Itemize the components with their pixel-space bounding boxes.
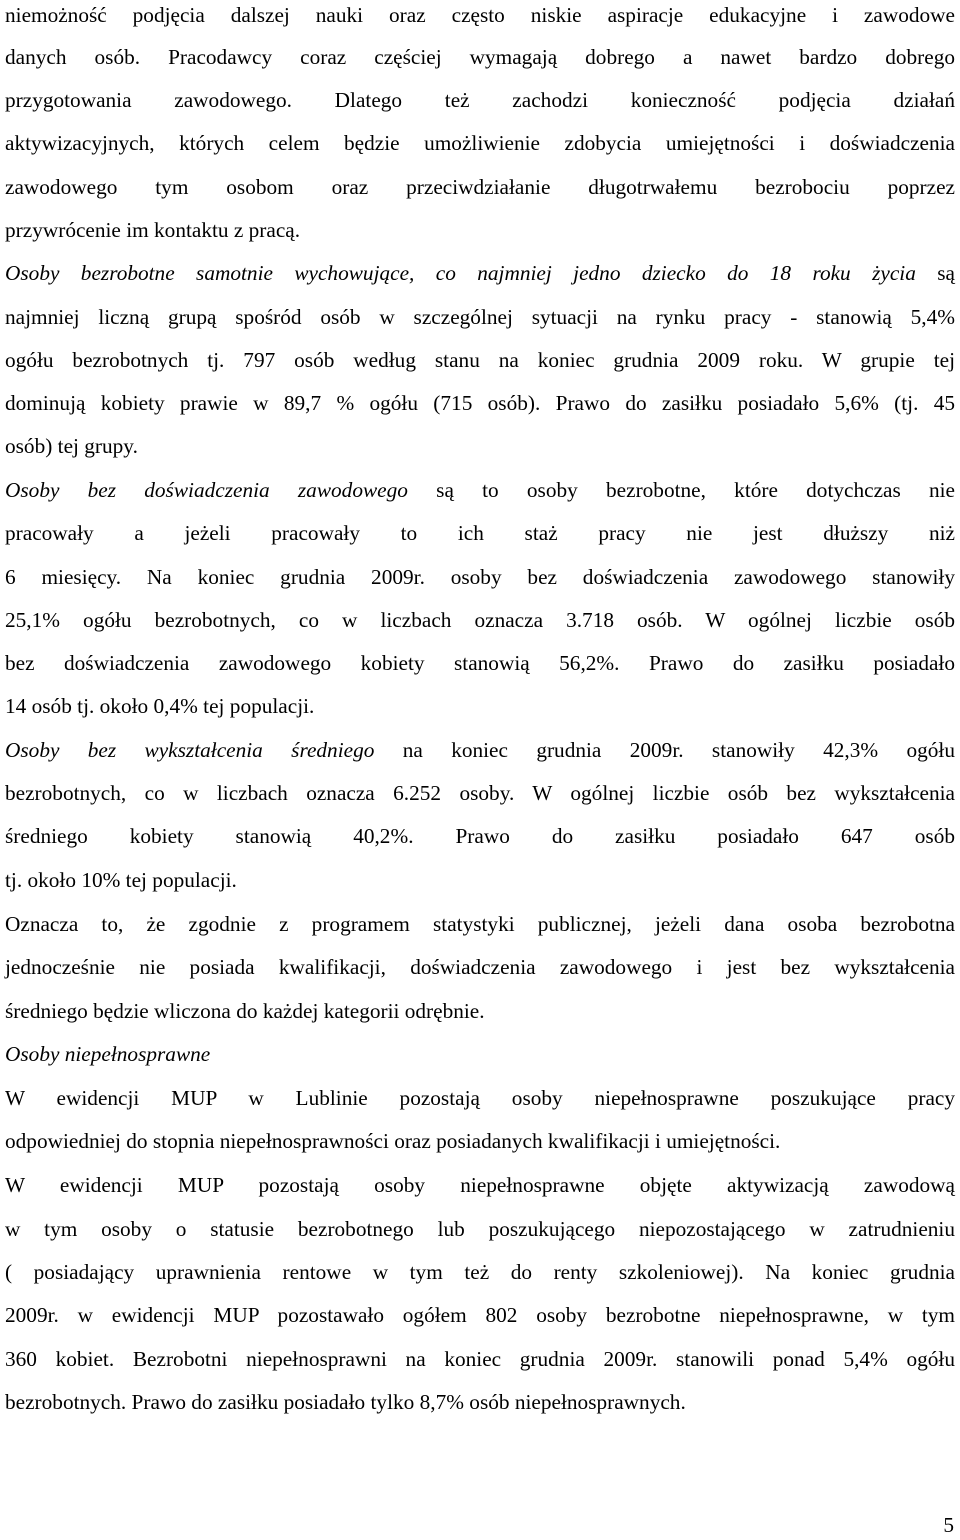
text-run: niemożność podjęcia dalszej nauki oraz często niskie aspiracje edukacyjne i zawodowe	[5, 3, 955, 27]
text-run: ( posiadający uprawnienia rentowe w tym też do renty szkoleniowej). Na koniec grudnia	[5, 1260, 955, 1284]
text-run: w tym osoby o statusie bezrobotnego lub poszukującego niepozostającego w zatrudnieniu	[5, 1217, 955, 1241]
italic-term: Osoby bez doświadczenia zawodowego	[5, 478, 408, 502]
text-run: średniego będzie wliczona do każdej kategorii odrębnie.	[5, 999, 485, 1023]
text-run: bezrobotnych, co w liczbach oznacza 6.252 osoby. W ogólnej liczbie osób bez wykształcenia	[5, 781, 955, 805]
text-run: osób) tej grupy.	[5, 434, 138, 458]
text-run: pracowały a jeżeli pracowały to ich staż pracy nie jest dłuższy niż	[5, 521, 955, 545]
text-line	[5, 85, 955, 115]
text-run: na koniec grudnia 2009r. stanowiły 42,3% ogółu	[374, 738, 955, 762]
text-line	[5, 996, 955, 1026]
text-line	[5, 648, 955, 678]
text-run: przygotowania zawodowego. Dlatego też zachodzi konieczność podjęcia działań	[5, 88, 955, 112]
text-line	[5, 215, 955, 245]
italic-term: Osoby bez wykształcenia średniego	[5, 738, 375, 762]
text-run: najmniej liczną grupą spośród osób w szczególnej sytuacji na rynku pracy - stanowią 5,4%	[5, 305, 955, 329]
text-line	[5, 0, 955, 30]
text-run: średniego kobiety stanowią 40,2%. Prawo do zasiłku posiadało 647 osób	[5, 824, 955, 848]
text-line	[5, 388, 955, 418]
text-run: 6 miesięcy. Na koniec grudnia 2009r. osoby bez doświadczenia zawodowego stanowiły	[5, 565, 955, 589]
text-line	[5, 258, 955, 288]
text-run: 2009r. w ewidencji MUP pozostawało ogółem 802 osoby bezrobotne niepełnosprawne, w tym	[5, 1303, 955, 1327]
text-line	[5, 691, 955, 721]
text-run: tj. około 10% tej populacji.	[5, 868, 237, 892]
text-run: Oznacza to, że zgodnie z programem statystyki publicznej, jeżeli dana osoba bezrobotna	[5, 912, 955, 936]
text-line	[5, 1344, 955, 1374]
text-line	[5, 952, 955, 982]
text-line	[5, 821, 955, 851]
text-run: odpowiedniej do stopnia niepełnosprawności oraz posiadanych kwalifikacji i umiejętności.	[5, 1129, 781, 1153]
text-line	[5, 1083, 955, 1113]
text-run: danych osób. Pracodawcy coraz częściej wymagają dobrego a nawet bardzo dobrego	[5, 45, 955, 69]
text-line	[5, 778, 955, 808]
text-line	[5, 865, 955, 895]
text-line	[5, 475, 955, 505]
text-run: jednocześnie nie posiada kwalifikacji, doświadczenia zawodowego i jest bez wykształcenia	[5, 955, 955, 979]
page-number: 5	[943, 1513, 954, 1537]
text-line	[5, 518, 955, 548]
text-run: 25,1% ogółu bezrobotnych, co w liczbach oznacza 3.718 osób. W ogólnej liczbie osób	[5, 608, 955, 632]
italic-term: Osoby bezrobotne samotnie wychowujące, co najmniej jedno dziecko do 18 roku życia	[5, 261, 916, 285]
text-line	[5, 1214, 955, 1244]
text-run: zawodowego tym osobom oraz przeciwdziałanie długotrwałemu bezrobociu poprzez	[5, 175, 955, 199]
text-line	[5, 909, 955, 939]
text-run: są to osoby bezrobotne, które dotychczas nie	[407, 478, 956, 502]
text-run: przywrócenie im kontaktu z pracą.	[5, 218, 301, 242]
text-run: są	[915, 261, 955, 285]
text-line	[5, 172, 955, 202]
text-line	[5, 1126, 955, 1156]
italic-term: Osoby niepełnosprawne	[5, 1042, 211, 1066]
text-run: ogółu bezrobotnych tj. 797 osób według stanu na koniec grudnia 2009 roku. W grupie tej	[5, 348, 955, 372]
text-line	[5, 1257, 955, 1287]
text-line	[5, 345, 955, 375]
text-run: dominują kobiety prawie w 89,7 % ogółu (715 osób). Prawo do zasiłku posiadało 5,6% (tj. 45	[5, 391, 955, 415]
text-run: W ewidencji MUP w Lublinie pozostają osoby niepełnosprawne poszukujące pracy	[5, 1086, 955, 1110]
text-line	[5, 1387, 955, 1417]
text-line	[5, 1300, 955, 1330]
text-run: 14 osób tj. około 0,4% tej populacji.	[5, 694, 315, 718]
text-line	[5, 735, 955, 765]
text-line	[5, 431, 955, 461]
text-line	[5, 1170, 955, 1200]
text-line	[5, 42, 955, 72]
text-line	[5, 562, 955, 592]
text-line	[5, 128, 955, 158]
text-run: bezrobotnych. Prawo do zasiłku posiadało tylko 8,7% osób niepełnosprawnych.	[5, 1390, 686, 1414]
text-line	[5, 1039, 955, 1069]
text-run: bez doświadczenia zawodowego kobiety stanowią 56,2%. Prawo do zasiłku posiadało	[5, 651, 955, 675]
text-run: 360 kobiet. Bezrobotni niepełnosprawni na koniec grudnia 2009r. stanowili ponad 5,4% ogółu	[5, 1347, 955, 1371]
text-run: aktywizacyjnych, których celem będzie umożliwienie zdobycia umiejętności i doświadczenia	[5, 131, 955, 155]
text-line	[5, 605, 955, 635]
text-run: W ewidencji MUP pozostają osoby niepełnosprawne objęte aktywizacją zawodową	[5, 1173, 955, 1197]
text-line	[5, 302, 955, 332]
